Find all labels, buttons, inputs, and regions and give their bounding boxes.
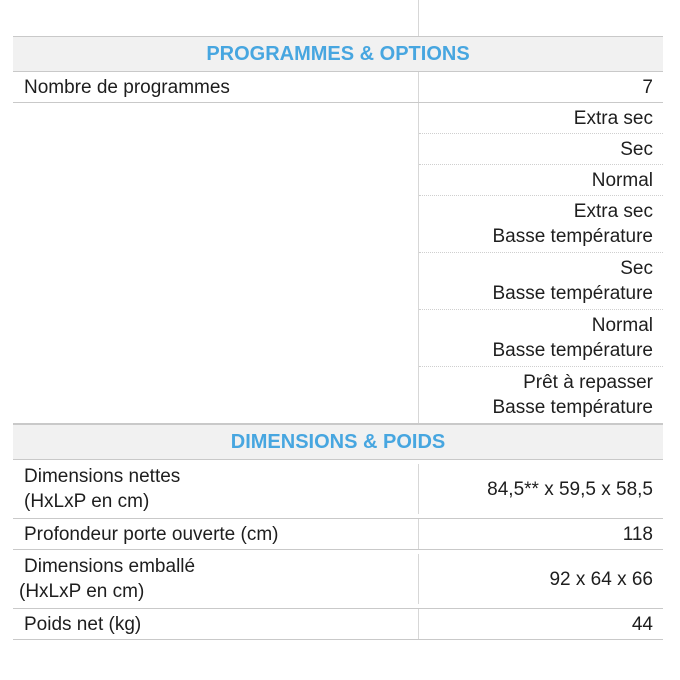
packed-dimensions-label-line1: Dimensions emballé xyxy=(24,556,196,577)
net-weight-label: Poids net (kg) xyxy=(24,613,142,635)
program-item: Normal xyxy=(419,165,663,196)
program-item: Extra sec xyxy=(419,103,663,134)
program-item: Normal Basse température xyxy=(419,310,663,367)
row-net-dimensions xyxy=(13,460,663,519)
net-dimensions-value: 84,5** x 59,5 x 58,5 xyxy=(418,464,663,514)
program-count-label: Nombre de programmes xyxy=(24,76,230,98)
program-list xyxy=(418,103,663,423)
program-item: Sec Basse température xyxy=(419,253,663,310)
section-header-dimensions: DIMENSIONS & POIDS xyxy=(13,424,663,460)
program-item: Extra sec Basse température xyxy=(419,196,663,253)
packed-dimensions-label-line2: (HxLxP en cm) xyxy=(19,581,145,602)
door-depth-label: Profondeur porte ouverte (cm) xyxy=(24,523,279,545)
packed-dimensions-label xyxy=(13,554,418,604)
row-program-list xyxy=(13,103,663,424)
program-item: Sec xyxy=(419,134,663,165)
row-packed-dimensions xyxy=(13,550,663,609)
net-dimensions-label xyxy=(13,464,418,514)
section-header-programmes: PROGRAMMES & OPTIONS xyxy=(13,36,663,72)
net-dimensions-label-line2: (HxLxP en cm) xyxy=(24,491,150,512)
program-count-value: 7 xyxy=(418,72,663,102)
door-depth-value: 118 xyxy=(418,519,663,549)
column-divider xyxy=(418,0,419,36)
program-item: Prêt à repasser Basse température xyxy=(492,372,653,418)
cropped-top-row xyxy=(13,0,663,36)
row-door-depth xyxy=(13,519,663,550)
program-list-label-empty xyxy=(13,103,418,423)
net-dimensions-label-line1: Dimensions nettes xyxy=(24,466,181,487)
packed-dimensions-value: 92 x 64 x 66 xyxy=(418,554,663,604)
row-program-count xyxy=(13,72,663,103)
row-net-weight xyxy=(13,609,663,640)
spec-table xyxy=(13,0,663,640)
net-weight-value: 44 xyxy=(418,609,663,639)
